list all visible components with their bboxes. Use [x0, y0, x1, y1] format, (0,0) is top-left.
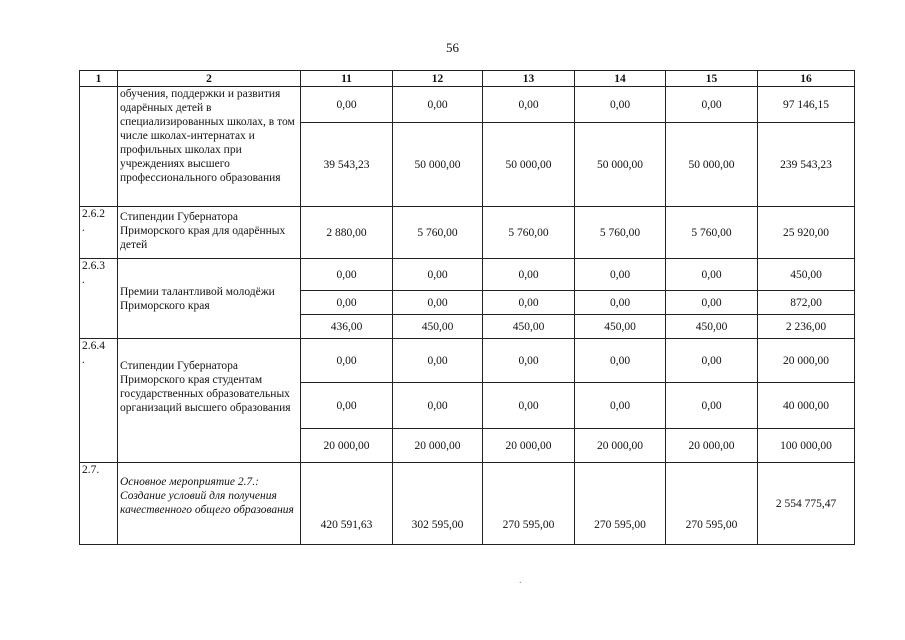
code-cell: 2.6.2 .	[80, 207, 118, 259]
value-cell: 450,00	[666, 315, 758, 339]
value-cell: 450,00	[393, 315, 483, 339]
value-cell: 420 591,63	[301, 463, 393, 545]
value-cell: 20 000,00	[483, 429, 575, 463]
value-cell: 0,00	[301, 339, 393, 383]
value-cell: 0,00	[666, 339, 758, 383]
total-cell: 450,00	[758, 259, 855, 291]
col-header-11: 11	[301, 71, 393, 87]
code-cell: 2.6.3 .	[80, 259, 118, 339]
value-cell: 0,00	[575, 87, 666, 123]
value-cell: 0,00	[301, 383, 393, 429]
value-cell: 0,00	[483, 339, 575, 383]
value-cell: 0,00	[483, 291, 575, 315]
value-cell: 0,00	[393, 339, 483, 383]
value-cell: 0,00	[301, 259, 393, 291]
total-cell: 2 554 775,47	[758, 463, 855, 545]
col-header-1: 1	[80, 71, 118, 87]
value-cell: 0,00	[393, 291, 483, 315]
value-cell: 450,00	[483, 315, 575, 339]
value-cell: 50 000,00	[575, 123, 666, 207]
budget-table	[79, 70, 855, 545]
value-cell: 0,00	[575, 339, 666, 383]
col-header-13: 13	[483, 71, 575, 87]
value-cell: 39 543,23	[301, 123, 393, 207]
code-cell: 2.6.4 .	[80, 339, 118, 463]
total-cell: 25 920,00	[758, 207, 855, 259]
value-cell: 270 595,00	[666, 463, 758, 545]
value-cell: 0,00	[301, 291, 393, 315]
value-cell: 0,00	[575, 291, 666, 315]
value-cell: 20 000,00	[575, 429, 666, 463]
table-row	[80, 87, 855, 123]
header-row	[80, 71, 855, 87]
value-cell: 0,00	[666, 259, 758, 291]
activity-name: Премии талантливой молодёжи Приморского края	[118, 259, 301, 339]
total-cell: 100 000,00	[758, 429, 855, 463]
value-cell: 270 595,00	[575, 463, 666, 545]
value-cell: 270 595,00	[483, 463, 575, 545]
total-cell: 239 543,23	[758, 123, 855, 207]
total-cell: 2 236,00	[758, 315, 855, 339]
total-cell: 20 000,00	[758, 339, 855, 383]
activity-name: Основное мероприятие 2.7.: Создание условий для получения качественного общего образования	[118, 463, 301, 545]
value-cell: 5 760,00	[393, 207, 483, 259]
value-cell: 20 000,00	[393, 429, 483, 463]
col-header-15: 15	[666, 71, 758, 87]
value-cell: 50 000,00	[393, 123, 483, 207]
value-cell: 0,00	[666, 291, 758, 315]
value-cell: 0,00	[393, 383, 483, 429]
value-cell: 0,00	[483, 259, 575, 291]
value-cell: 0,00	[666, 383, 758, 429]
value-cell: 20 000,00	[666, 429, 758, 463]
value-cell: 50 000,00	[666, 123, 758, 207]
value-cell: 20 000,00	[301, 429, 393, 463]
col-header-2: 2	[118, 71, 301, 87]
value-cell: 302 595,00	[393, 463, 483, 545]
value-cell: 0,00	[575, 259, 666, 291]
value-cell: 0,00	[301, 87, 393, 123]
value-cell: 0,00	[393, 87, 483, 123]
total-cell: 40 000,00	[758, 383, 855, 429]
value-cell: 5 760,00	[483, 207, 575, 259]
value-cell: 436,00	[301, 315, 393, 339]
value-cell: 2 880,00	[301, 207, 393, 259]
activity-name: Стипендии Губернатора Приморского края студентам государственных образовательных организаций высшего образования	[118, 339, 301, 463]
table-row	[80, 259, 855, 291]
value-cell: 5 760,00	[666, 207, 758, 259]
activity-name: Стипендии Губернатора Приморского края для одарённых детей	[118, 207, 301, 259]
scan-dot: .	[519, 575, 522, 586]
value-cell: 5 760,00	[575, 207, 666, 259]
value-cell: 0,00	[575, 383, 666, 429]
code-cell	[80, 87, 118, 207]
total-cell: 872,00	[758, 291, 855, 315]
table-row	[80, 207, 855, 259]
col-header-16: 16	[758, 71, 855, 87]
total-cell: 97 146,15	[758, 87, 855, 123]
value-cell: 450,00	[575, 315, 666, 339]
value-cell: 0,00	[483, 383, 575, 429]
value-cell: 0,00	[393, 259, 483, 291]
page-number: 56	[446, 40, 459, 55]
table-row	[80, 339, 855, 383]
table-row	[80, 463, 855, 545]
col-header-12: 12	[393, 71, 483, 87]
value-cell: 50 000,00	[483, 123, 575, 207]
value-cell: 0,00	[666, 87, 758, 123]
value-cell: 0,00	[483, 87, 575, 123]
col-header-14: 14	[575, 71, 666, 87]
activity-name: обучения, поддержки и развития одарённых детей в специализированных школах, в том числе школах-интернатах и профильных школах при учреждениях высшего профессионального образования	[118, 87, 301, 207]
code-cell: 2.7.	[80, 463, 118, 545]
